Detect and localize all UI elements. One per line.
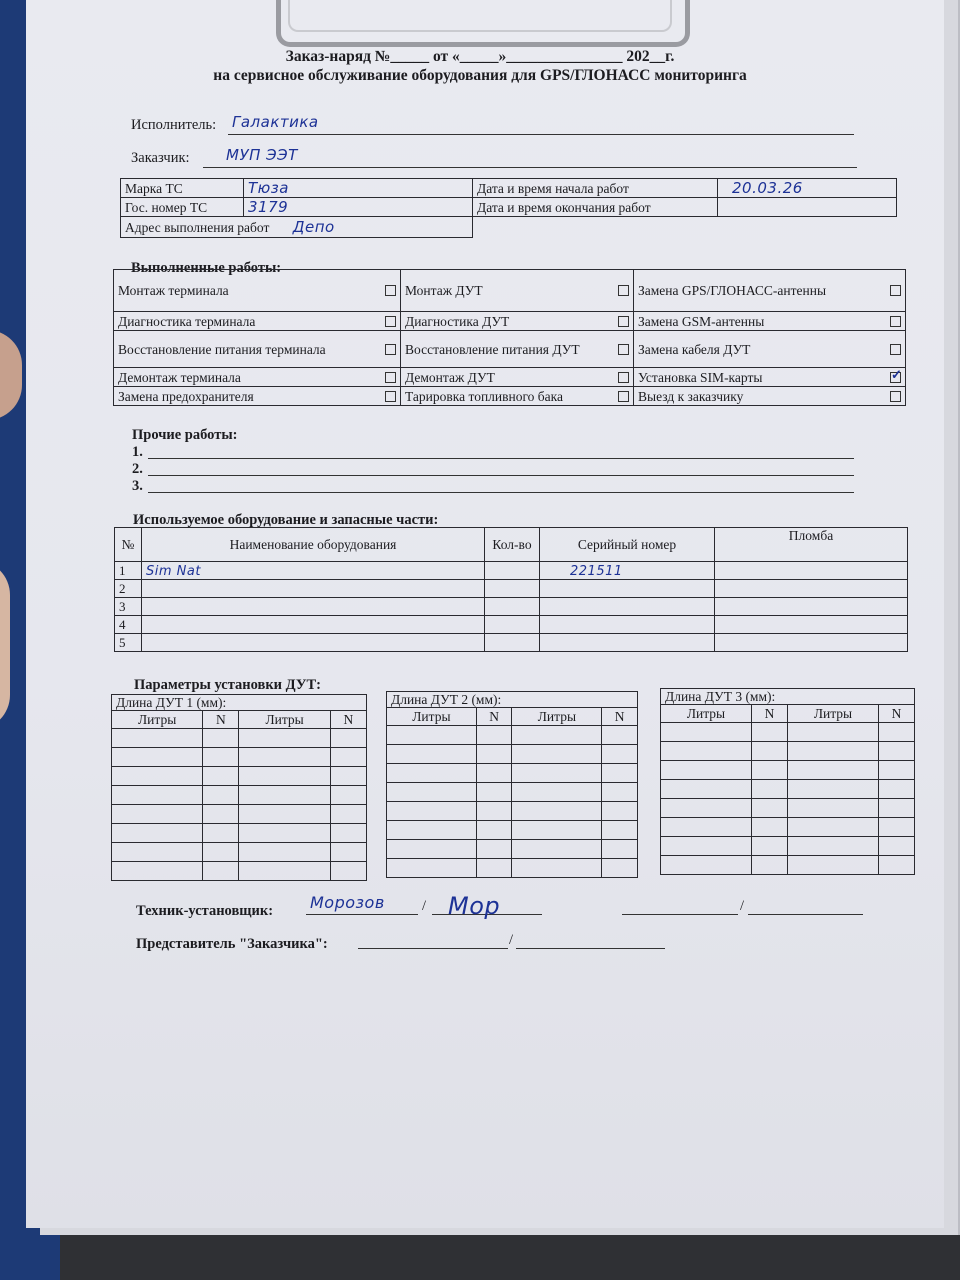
dut-heading: Параметры установки ДУТ: — [134, 677, 321, 693]
other-line-1[interactable] — [148, 458, 854, 459]
dut-col: N — [878, 705, 914, 723]
dut-col: Литры — [239, 711, 330, 729]
plate-value[interactable]: 3179 — [244, 198, 473, 217]
executor-value[interactable]: Галактика — [232, 113, 319, 131]
dut-cell[interactable] — [330, 843, 366, 862]
col-header: Наименование оборудования — [142, 528, 485, 562]
dut-col: Литры — [512, 708, 602, 726]
work-item[interactable]: Демонтаж терминала — [114, 368, 401, 387]
checkbox-icon[interactable] — [385, 344, 396, 355]
dut-cell[interactable] — [602, 764, 638, 783]
dut-cell[interactable] — [751, 818, 787, 837]
dut-col: N — [330, 711, 366, 729]
dut-cell[interactable] — [203, 786, 239, 805]
checkbox-checked-icon[interactable] — [890, 372, 901, 383]
other-item-3: 3. — [132, 478, 143, 494]
equipment-qty[interactable] — [485, 598, 540, 616]
other-item-2: 2. — [132, 461, 143, 477]
dut-table-2 — [386, 691, 638, 878]
dut-cell[interactable] — [112, 862, 203, 881]
dut-cell[interactable] — [330, 786, 366, 805]
equipment-name[interactable] — [142, 598, 485, 616]
dut-cell[interactable] — [239, 748, 330, 767]
equipment-name[interactable] — [142, 634, 485, 652]
dut-cell[interactable] — [203, 862, 239, 881]
dut-cell[interactable] — [476, 859, 512, 878]
equipment-seal[interactable] — [715, 634, 908, 652]
checkbox-icon[interactable] — [890, 344, 901, 355]
checkbox-icon[interactable] — [618, 316, 629, 327]
dut-cell[interactable] — [476, 821, 512, 840]
checkbox-icon[interactable] — [890, 391, 901, 402]
dut-cell[interactable] — [239, 805, 330, 824]
dut-cell[interactable] — [512, 821, 602, 840]
equipment-heading: Используемое оборудование и запасные части: — [133, 512, 439, 528]
checkbox-icon[interactable] — [618, 344, 629, 355]
dut-col: Литры — [787, 705, 878, 723]
end-value[interactable] — [718, 198, 897, 217]
checkbox-icon[interactable] — [618, 285, 629, 296]
dut-cell[interactable] — [751, 742, 787, 761]
other-line-2[interactable] — [148, 475, 854, 476]
work-item[interactable]: Демонтаж ДУТ — [401, 368, 634, 387]
row-number: 5 — [115, 634, 142, 652]
dut-cell[interactable] — [787, 818, 878, 837]
row-number: 1 — [115, 562, 142, 580]
table-row[interactable] — [115, 580, 908, 598]
checkbox-icon[interactable] — [385, 372, 396, 383]
equipment-seal[interactable] — [715, 580, 908, 598]
col-header: Пломба — [715, 528, 908, 562]
dut-cell[interactable] — [878, 780, 914, 799]
works-heading: Выполненные работы: — [131, 260, 282, 276]
equipment-seal[interactable] — [715, 562, 908, 580]
col-header: Серийный номер — [540, 528, 715, 562]
dut-cell[interactable] — [330, 729, 366, 748]
dut-cell[interactable] — [330, 767, 366, 786]
customer-label: Заказчик: — [131, 150, 190, 166]
equipment-qty[interactable] — [485, 634, 540, 652]
clipboard-clip-inner — [288, 0, 672, 32]
table-row[interactable] — [115, 616, 908, 634]
dut-cell[interactable] — [512, 726, 602, 745]
dut-cell[interactable] — [878, 742, 914, 761]
doc-title: Заказ-наряд №_____ от «_____»_______________ 202__г. — [285, 48, 675, 65]
tech-name-line[interactable] — [306, 914, 418, 915]
dut-cell[interactable] — [661, 742, 752, 761]
dut-col: Литры — [112, 711, 203, 729]
dut-cell[interactable] — [878, 723, 914, 742]
dut-cell[interactable] — [387, 840, 477, 859]
slash: / — [740, 898, 745, 914]
dut-cell[interactable] — [661, 761, 752, 780]
work-item[interactable]: Монтаж ДУТ — [401, 270, 634, 312]
dut-cell[interactable] — [112, 824, 203, 843]
tech-signature[interactable]: Мор — [448, 892, 501, 920]
dut-col: Литры — [661, 705, 752, 723]
dut-cell[interactable] — [512, 745, 602, 764]
dut-title: Длина ДУТ 1 (мм): — [112, 695, 367, 711]
dut-title: Длина ДУТ 3 (мм): — [661, 689, 915, 705]
dut-cell[interactable] — [787, 799, 878, 818]
checkbox-icon[interactable] — [385, 285, 396, 296]
dut-cell[interactable] — [751, 799, 787, 818]
rep-name-line[interactable] — [358, 948, 508, 949]
rep-sign-line[interactable] — [516, 948, 665, 949]
equipment-serial[interactable] — [540, 598, 715, 616]
dut-cell[interactable] — [387, 783, 477, 802]
dut-table-1 — [111, 694, 367, 881]
dut-cell[interactable] — [387, 726, 477, 745]
dut-col: Литры — [387, 708, 477, 726]
dut-cell[interactable] — [787, 723, 878, 742]
dut-cell[interactable] — [787, 742, 878, 761]
dut-cell[interactable] — [878, 761, 914, 780]
plate-label: Гос. номер ТС — [121, 198, 244, 217]
equipment-table — [114, 527, 908, 652]
other-item-1: 1. — [132, 444, 143, 460]
dut-cell[interactable] — [602, 726, 638, 745]
dut-cell[interactable] — [787, 761, 878, 780]
dut-col: N — [602, 708, 638, 726]
dut-cell[interactable] — [239, 767, 330, 786]
table-row[interactable] — [115, 598, 908, 616]
dut-cell[interactable] — [751, 837, 787, 856]
work-item[interactable]: Монтаж терминала — [114, 270, 401, 312]
dut-cell[interactable] — [476, 840, 512, 859]
dut-cell[interactable] — [387, 802, 477, 821]
dut-cell[interactable] — [476, 802, 512, 821]
dut-cell[interactable] — [661, 780, 752, 799]
dut-cell[interactable] — [330, 805, 366, 824]
checkbox-icon[interactable] — [385, 316, 396, 327]
dut-cell[interactable] — [387, 821, 477, 840]
dut-cell[interactable] — [203, 824, 239, 843]
finger — [0, 560, 10, 730]
executor-line — [228, 134, 854, 135]
dut-cell[interactable] — [787, 856, 878, 875]
dut-cell[interactable] — [239, 786, 330, 805]
work-item[interactable]: Диагностика ДУТ — [401, 312, 634, 331]
dut-cell[interactable] — [787, 780, 878, 799]
brand-value[interactable]: Тюза — [244, 179, 473, 198]
dut-cell[interactable] — [751, 723, 787, 742]
brand-label: Марка ТС — [121, 179, 244, 198]
dut-cell[interactable] — [878, 799, 914, 818]
dut-cell[interactable] — [602, 802, 638, 821]
table-row[interactable] — [115, 634, 908, 652]
dut-cell[interactable] — [751, 856, 787, 875]
equipment-qty[interactable] — [485, 580, 540, 598]
checkbox-icon[interactable] — [618, 372, 629, 383]
dut-cell[interactable] — [751, 761, 787, 780]
slash: / — [509, 932, 514, 948]
equipment-name[interactable]: Sim Nat — [142, 562, 485, 580]
work-item[interactable]: Диагностика терминала — [114, 312, 401, 331]
equipment-serial[interactable] — [540, 634, 715, 652]
col-header: Кол-во — [485, 528, 540, 562]
work-item[interactable]: Замена кабеля ДУТ — [634, 331, 906, 368]
dut-cell[interactable] — [239, 843, 330, 862]
work-item[interactable]: Замена GSM-антенны — [634, 312, 906, 331]
row-number: 4 — [115, 616, 142, 634]
dut-cell[interactable] — [661, 818, 752, 837]
checkbox-icon[interactable] — [890, 285, 901, 296]
dut-cell[interactable] — [112, 748, 203, 767]
dut-cell[interactable] — [203, 729, 239, 748]
tech-label: Техник-установщик: — [136, 903, 274, 919]
work-item[interactable]: Установка SIM-карты ✓ — [634, 368, 906, 387]
dut-table-3 — [660, 688, 915, 875]
equipment-serial[interactable] — [540, 616, 715, 634]
dut-cell[interactable] — [512, 840, 602, 859]
dut-cell[interactable] — [239, 824, 330, 843]
dut-cell[interactable] — [512, 802, 602, 821]
executor-label: Исполнитель: — [131, 117, 217, 133]
equipment-qty[interactable] — [485, 616, 540, 634]
checkbox-icon[interactable] — [618, 391, 629, 402]
dut-cell[interactable] — [602, 745, 638, 764]
dut-cell[interactable] — [476, 764, 512, 783]
checkbox-icon[interactable] — [890, 316, 901, 327]
work-item[interactable]: Выезд к заказчику — [634, 387, 906, 406]
dut-cell[interactable] — [203, 748, 239, 767]
dut-cell[interactable] — [661, 799, 752, 818]
dut-cell[interactable] — [787, 837, 878, 856]
address-cell[interactable] — [121, 217, 473, 238]
dut-cell[interactable] — [602, 859, 638, 878]
address-label: Адрес выполнения работ — [125, 219, 270, 235]
other-line-3[interactable] — [148, 492, 854, 493]
dut-cell[interactable] — [476, 745, 512, 764]
start-value[interactable]: 20.03.26 — [718, 179, 897, 198]
dut-cell[interactable] — [878, 856, 914, 875]
dut-cell[interactable] — [330, 824, 366, 843]
work-item[interactable]: Восстановление питания терминала — [114, 331, 401, 368]
dut-cell[interactable] — [112, 786, 203, 805]
address-value[interactable]: Депо — [292, 217, 335, 236]
dut-cell[interactable] — [330, 862, 366, 881]
dut-cell[interactable] — [387, 859, 477, 878]
dut-cell[interactable] — [239, 862, 330, 881]
equipment-serial[interactable] — [540, 580, 715, 598]
doc-subtitle: на сервисное обслуживание оборудования для GPS/ГЛОНАСС мониторинга — [213, 67, 747, 84]
dut-cell[interactable] — [878, 818, 914, 837]
dut-cell[interactable] — [203, 805, 239, 824]
dut-col: N — [751, 705, 787, 723]
rep-label: Представитель "Заказчика": — [136, 936, 328, 952]
vehicle-table — [120, 178, 897, 238]
dut-cell[interactable] — [203, 767, 239, 786]
customer-line — [203, 167, 857, 168]
work-item[interactable]: Замена GPS/ГЛОНАСС-антенны — [634, 270, 906, 312]
equipment-name[interactable] — [142, 616, 485, 634]
dut-title: Длина ДУТ 2 (мм): — [387, 692, 638, 708]
dut-cell[interactable] — [512, 764, 602, 783]
equipment-seal[interactable] — [715, 616, 908, 634]
slash: / — [422, 898, 427, 914]
col-header: № — [115, 528, 142, 562]
dut-cell[interactable] — [512, 859, 602, 878]
work-item[interactable]: Тарировка топливного бака — [401, 387, 634, 406]
row-number: 3 — [115, 598, 142, 616]
other-heading: Прочие работы: — [132, 427, 238, 443]
dut-cell[interactable] — [476, 783, 512, 802]
row-number: 2 — [115, 580, 142, 598]
dut-cell[interactable] — [387, 745, 477, 764]
dut-cell[interactable] — [239, 729, 330, 748]
dut-cell[interactable] — [476, 726, 512, 745]
dut-cell[interactable] — [602, 840, 638, 859]
dut-cell[interactable] — [112, 805, 203, 824]
dut-cell[interactable] — [112, 729, 203, 748]
customer-value[interactable]: МУП ЭЭТ — [226, 146, 298, 164]
equipment-seal[interactable] — [715, 598, 908, 616]
dut-cell[interactable] — [512, 783, 602, 802]
end-label: Дата и время окончания работ — [473, 198, 718, 217]
dut-col: N — [203, 711, 239, 729]
dut-cell[interactable] — [112, 767, 203, 786]
start-label: Дата и время начала работ — [473, 179, 718, 198]
dut-cell[interactable] — [387, 764, 477, 783]
dut-cell[interactable] — [661, 856, 752, 875]
dut-cell[interactable] — [602, 821, 638, 840]
dut-col: N — [476, 708, 512, 726]
table-row[interactable] — [115, 562, 908, 580]
equipment-name[interactable] — [142, 580, 485, 598]
checkbox-icon[interactable] — [385, 391, 396, 402]
equipment-serial[interactable]: 221511 — [540, 562, 715, 580]
dut-cell[interactable] — [330, 748, 366, 767]
work-item[interactable]: Замена предохранителя — [114, 387, 401, 406]
dut-cell[interactable] — [203, 843, 239, 862]
works-table — [113, 269, 906, 406]
dut-cell[interactable] — [751, 780, 787, 799]
sign-line-b[interactable] — [748, 914, 863, 915]
equipment-qty[interactable] — [485, 562, 540, 580]
dut-cell[interactable] — [602, 783, 638, 802]
dut-cell[interactable] — [878, 837, 914, 856]
tech-name[interactable]: Морозов — [310, 893, 385, 912]
dut-cell[interactable] — [661, 723, 752, 742]
work-item[interactable]: Восстановление питания ДУТ — [401, 331, 634, 368]
dut-cell[interactable] — [112, 843, 203, 862]
dut-cell[interactable] — [661, 837, 752, 856]
sign-line-a[interactable] — [622, 914, 738, 915]
